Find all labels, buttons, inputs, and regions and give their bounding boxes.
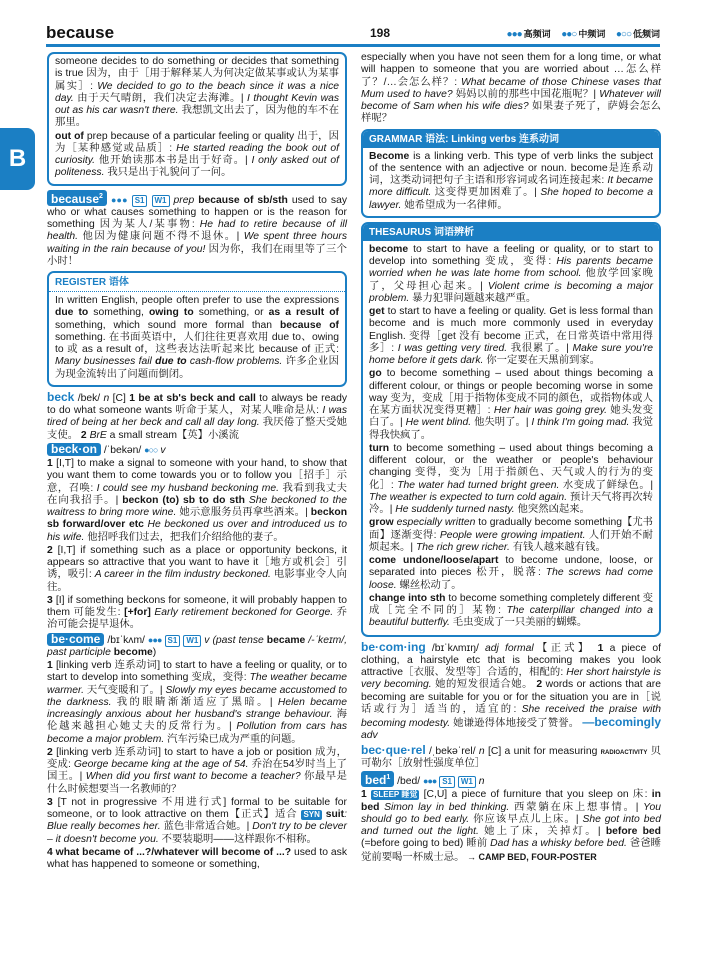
headword-bed[interactable]: bed$^1$	[361, 771, 394, 787]
thesaurus-become: become to start to have a feeling or quality, or to start to develop into something 变成，变得: His parents became worried when he was late home from school. 他放学回家晚了，父母担心起来。| Violent crime is becoming a major problem. 暴力犯罪问题越来越严重。	[369, 243, 654, 304]
freq-low-label: 低频词	[632, 29, 660, 39]
thesaurus-box	[361, 222, 661, 637]
thesaurus-come-undone: come undone/loose/apart to become undone, loose, or separated into pieces 松开，脱落: The screws had come loose. 螺丝松动了。	[369, 555, 654, 591]
right-column	[361, 52, 661, 865]
thesaurus-box-title: THESAURUS 词语辨析	[363, 224, 659, 241]
entry-becoming: be·com·ing /bɪˈkʌmɪŋ/ adj formal【正式】 1 a piece of clothing, a hairstyle etc that is becoming makes you look attractive［衣服、发型等］合适的，相配的: Her short hairstyle is very becoming. 她的短发很适合她。 2 words or actions that are becoming are suitable for you or for the situation you are in［说话或行为］适当的，适宜的: She received the praise with becoming modesty. 她谦逊得体地接受了赞誉。 —becomingly adv	[361, 639, 662, 742]
synonym-tag: SYN	[303, 810, 320, 819]
thesaurus-go: go to become something – used about things becoming a different colour, or things or people becoming worse in some way 变为，变成［用于指物体变成不同的颜色，或指物体或人在某方面状况变得更糟］: Her hair was going grey. 她头发变白了。| He went blind. 他失明了。| I think I'm going mad. 我觉得我快疯了。	[369, 368, 654, 441]
headword-becquerel[interactable]: bec·que·rel	[361, 742, 426, 757]
spoken-tag: S1	[439, 776, 455, 788]
entry-because2: because$^2$ ●●● S1 W1 prep because of sb/sth used to say who or what causes something to happen or is the reason for something 因为某人/某事物: He had to retire because of ill health. 他因为健康问题不得不退休。| We spent three hours waiting in the rain because of you! 因为你，我们在雨里等了三个小时！	[47, 191, 348, 267]
become-sense-3: 3 [T not in progressive 不用进行式] formal to be suitable for someone, or to look attractive on them【正式】适合 SYN suit: Blue really becomes her. 蓝色非常适合她。| Don't try to be clever – it doesn't become you. 不要装聪明——这样跟你不相称。	[47, 796, 348, 845]
continued-entry-box	[47, 52, 347, 186]
beckon-sense-3: 3 [I] if something beckons for someone, it will probably happen to them 可能发生: [+for] Early retirement beckoned for George. 乔治可能会提早退休。	[47, 594, 347, 631]
bed-sense-1: 1 SLEEP 睡觉 [C,U] a piece of furniture that you sleep on 床: in bed Simon lay in bed thinking. 西蒙躺在床上想事情。| You should go to bed early. 你应该早点儿上床。| She got into bed and turned out the light. 她上了床，关掉灯。| before bed (=before going to bed) 睡前 Dad has a whisky before bed. 爸爸睡觉前要喝一杯威士忌。 → CAMP BED, FOUR-POSTER	[361, 789, 662, 863]
frequency-dots: ●●●	[110, 194, 128, 205]
headword-beck[interactable]: beck	[47, 389, 75, 404]
entry-becquerel: bec·que·rel /ˌbekəˈrel/ n [C] a unit for measuring radioactivity 贝可勒尔［放射性强度单位］	[361, 742, 661, 769]
become-sense-4-continued: especially when you have not seen them for a long time, or what will happen to someone that you are worried about …怎么样了？/…会怎么样？: What became of those Chinese vases that Mum used to have? 妈妈以前的那些中国花瓶呢？| Whatever will become of Sam when his wife dies? 如果妻子死了，萨姆会怎么样呢？	[361, 52, 662, 125]
cross-reference[interactable]: → CAMP BED, FOUR-POSTER	[464, 851, 597, 862]
thesaurus-box-body	[363, 241, 659, 635]
become-sense-1: 1 [linking verb 连系动词] to start to have a feeling or quality, or to start to develop into something 变成，变得: The weather became warmer. 天气变暖和了。| Slowly my eyes became accustomed to the darkness. 我的眼睛渐渐适应了黑暗。| Helen became increasingly anxious about her husband's strange behaviour. 海伦越来越担心她丈夫的反常行为。| Pollution from cars has become a major problem. 汽车污染已成为严重的问题。	[47, 660, 348, 745]
beckon-sense-2: 2 [I,T] if something such as a place or opportunity beckons, it appears so attractive that you want to have it［地方或机会］引诱，吸引: A career in the film industry beckoned. 电影事业令人向往。	[47, 544, 348, 593]
guideword: because	[46, 23, 115, 42]
sense-signpost: SLEEP 睡觉	[373, 790, 418, 800]
thumb-index-tab[interactable]: B	[0, 128, 35, 190]
headword-beckon[interactable]: beck·on	[47, 443, 101, 456]
spoken-tag: S1	[165, 635, 181, 647]
entry-beckon: beck·on /ˈbekən/ ●○○ v	[47, 443, 347, 457]
page-number: 198	[370, 26, 391, 40]
thesaurus-grow: grow especially written to gradually become something【尤书面】逐渐变得: People were growing impatient. 人们开始不耐烦起来。| The rich grew richer. 有钱人越来越有钱。	[369, 517, 654, 553]
out-of-subentry: out of prep because of a particular feeling or quality 出于，因为［某种感觉或品质］: He started reading the book out of curiosity. 他开始读那本书是出于好奇。| I only asked out of politeness. 我只是出于礼貌问了一问。	[55, 130, 340, 179]
written-tag: W1	[152, 195, 170, 207]
frequency-dots: ●○○	[144, 444, 158, 455]
freq-high-label: 高频词	[523, 29, 551, 39]
entry-become: be·come /bɪˈkʌm/ ●●● S1 W1 v (past tense became /-ˈkeɪm/, past participle become)	[47, 631, 347, 658]
entry-beck: beck /bek/ n [C] 1 be at sb's beck and call to always be ready to do what someone wants 听命于某人，对某人唯命是从: I was tired of being at her beck and call all day long. 我厌倦了整天受她支使。 2 BrE a small stream【英】小溪流	[47, 389, 348, 441]
thesaurus-get: get to start to have a feeling or quality. Get is less formal than become and is much more commonly used in everyday English. 变得［get 没有 become 正式，在日常英语中常用得多］: I was getting very tired. 我很累了。| Make sure you're home before it gets dark. 你一定要在天黑前到家。	[369, 306, 654, 366]
headword-become[interactable]: be·come	[47, 633, 104, 646]
freq-high-dots: ●●●	[506, 29, 522, 40]
become-sense-4: 4 what became of ...?/whatever will become of ...? used to ask what has happened to someone or something,	[47, 846, 347, 870]
spoken-tag: S1	[132, 195, 148, 207]
thesaurus-turn: turn to become something – used about things becoming a different colour, or the weather or people's behaviour changing 变得，变为［用于指颜色、天气或人的行为的变化］: The water had turned bright green. 水变成了鲜绿色。| The weather is expected to turn cold again. 预计天气将再次转冷。| He suddenly turned nasty. 他突然凶起来。	[369, 442, 654, 515]
register-box-body: In written English, people often prefer to use the expressions due to something, owing to something, or as a result of something, which sound more formal than because of something. 在书面英语中，人们往往更喜欢用 due to、owing to 或 as a result of，这些表达法听起来比 because of 正式: Many businesses fail due to cash-flow problems. 许多企业因为现金流转出了问题而倒闭。	[55, 295, 340, 380]
headword-because2[interactable]: because$^2$	[47, 190, 107, 206]
frequency-dots: ●●●	[147, 634, 162, 645]
grammar-box	[361, 129, 661, 218]
written-tag: W1	[183, 635, 201, 647]
written-tag: W1	[458, 776, 476, 788]
register-box-title: REGISTER 语体	[49, 273, 345, 292]
derived-becomingly: —becomingly	[582, 715, 662, 729]
freq-mid-dots: ●●○	[561, 29, 577, 40]
thesaurus-change-into: change into sth to become something completely different 变成［完全不同的］某物: The caterpillar changed into a beautiful butterfly. 毛虫变成了一只美丽的蝴蝶。	[369, 592, 654, 629]
freq-mid-label: 中频词	[578, 29, 606, 39]
freq-low-dots: ●○○	[615, 29, 631, 40]
grammar-box-title: GRAMMAR 语法: Linking verbs 连系动词	[363, 131, 659, 148]
frequency-dots: ●●●	[423, 776, 437, 786]
grammar-box-body: Become is a linking verb. This type of verb links the subject of the sentence with an adjective or noun. become是连系动词，这类动词把句子主语和形容词或名词连接起来: It became more difficult. 这变得更加困难了。| She hoped to become a lawyer. 她希望成为一名律师。	[369, 150, 653, 211]
register-box	[47, 271, 347, 387]
continued-sense: someone decides to do something or decides that something is true 因为，由于［用于解释某人为何决定做某事或认为某事属实］: We decided to go to the beach since it was a nice day. 由于天气晴朗，我们决定去海滩。| I thought Kevin was out as his car wasn't there. 我想凯文出去了，因为他的车不在那里。	[55, 56, 340, 129]
entry-bed: bed$^1$ /bed/ ●●● S1 W1 n	[361, 771, 661, 788]
left-column	[47, 52, 347, 872]
headword-becoming[interactable]: be·com·ing	[361, 639, 426, 654]
become-sense-2: 2 [linking verb 连系动词] to start to have a job or position 成为，变成: George became king at the age of 54. 乔治在54岁时当上了国王。| When did you first want to become a teacher? 你最早是什么时候想要当一名教师的？	[47, 746, 348, 795]
cross-reference[interactable]: radioactivity	[600, 745, 648, 756]
frequency-legend	[507, 27, 660, 40]
page-header	[46, 22, 660, 47]
beckon-sense-1: 1 [I,T] to make a signal to someone with your hand, to show that you want them to come towards you or to follow you［招手］示意，召唤: I could see my husband beckoning me. 我看到我丈夫在向我招手。| beckon (to) sb to do sth She beckoned to the waitress to bring more wine. 她示意服务员再拿些酒来。| beckon sb forward/over etc He beckoned us over and introduced us to his wife. 他招呼我们过去，把我们介绍给他的妻子。	[47, 458, 348, 543]
